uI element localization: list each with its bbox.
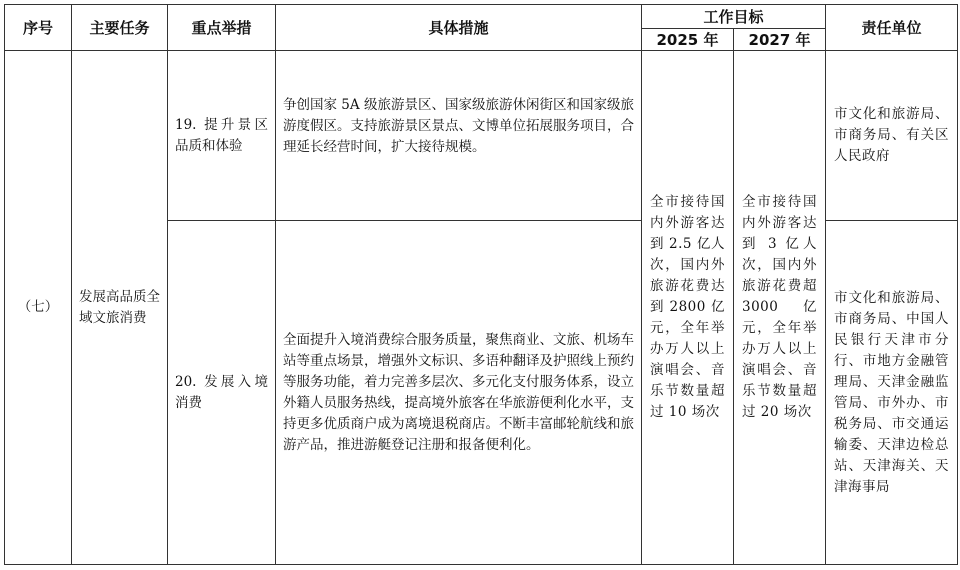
key-measure-19: 19. 提升景区品质和体验: [168, 51, 276, 221]
responsible-unit-20: 市文化和旅游局、市商务局、中国人民银行天津市分行、市地方金融管理局、天津金融监管局、市外办、市税务局、市交通运输委、天津边检总站、天津海关、天津海事局: [826, 221, 958, 565]
specific-measure-19: 争创国家 5A 级旅游景区、国家级旅游休闲街区和国家级旅游度假区。支持旅游景区景点、文博单位拓展服务项目，合理延长经营时间，扩大接待规模。: [276, 51, 642, 221]
table-row: [5, 51, 958, 221]
header-seq: 序号: [5, 5, 72, 51]
header-year-2025: 2025 年: [642, 29, 734, 51]
header-task: 主要任务: [72, 5, 168, 51]
responsible-unit-19: 市文化和旅游局、市商务局、有关区人民政府: [826, 51, 958, 221]
key-measure-20: 20. 发展入境消费: [168, 221, 276, 565]
header-key-measure: 重点举措: [168, 5, 276, 51]
header-work-target: 工作目标: [642, 5, 826, 29]
group-task: 发展高品质全域文旅消费: [72, 51, 168, 565]
header-row-1: [5, 5, 958, 29]
task-table: [4, 4, 958, 565]
group-seq: （七）: [5, 51, 72, 565]
target-2025: 全市接待国内外游客达到 2.5 亿人次，国内外旅游花费达到 2800 亿元，全年举办万人以上演唱会、音乐节数量超过 10 场次: [642, 51, 734, 565]
header-specific-measures: 具体措施: [276, 5, 642, 51]
header-responsible-unit: 责任单位: [826, 5, 958, 51]
header-year-2027: 2027 年: [734, 29, 826, 51]
specific-measure-20: 全面提升入境消费综合服务质量，聚焦商业、文旅、机场车站等重点场景，增强外文标识、多语种翻译及护照线上预约等服务功能，着力完善多层次、多元化支付服务体系，设立外籍人员服务热线，提高境外旅客在华旅游便利化水平，支持更多优质商户成为离境退税商店。不断丰富邮轮航线和旅游产品，推进游艇登记注册和报备便利化。: [276, 221, 642, 565]
target-2027: 全市接待国内外游客达到 3 亿人次，国内外旅游花费超 3000 亿元，全年举办万人以上演唱会、音乐节数量超过 20 场次: [734, 51, 826, 565]
